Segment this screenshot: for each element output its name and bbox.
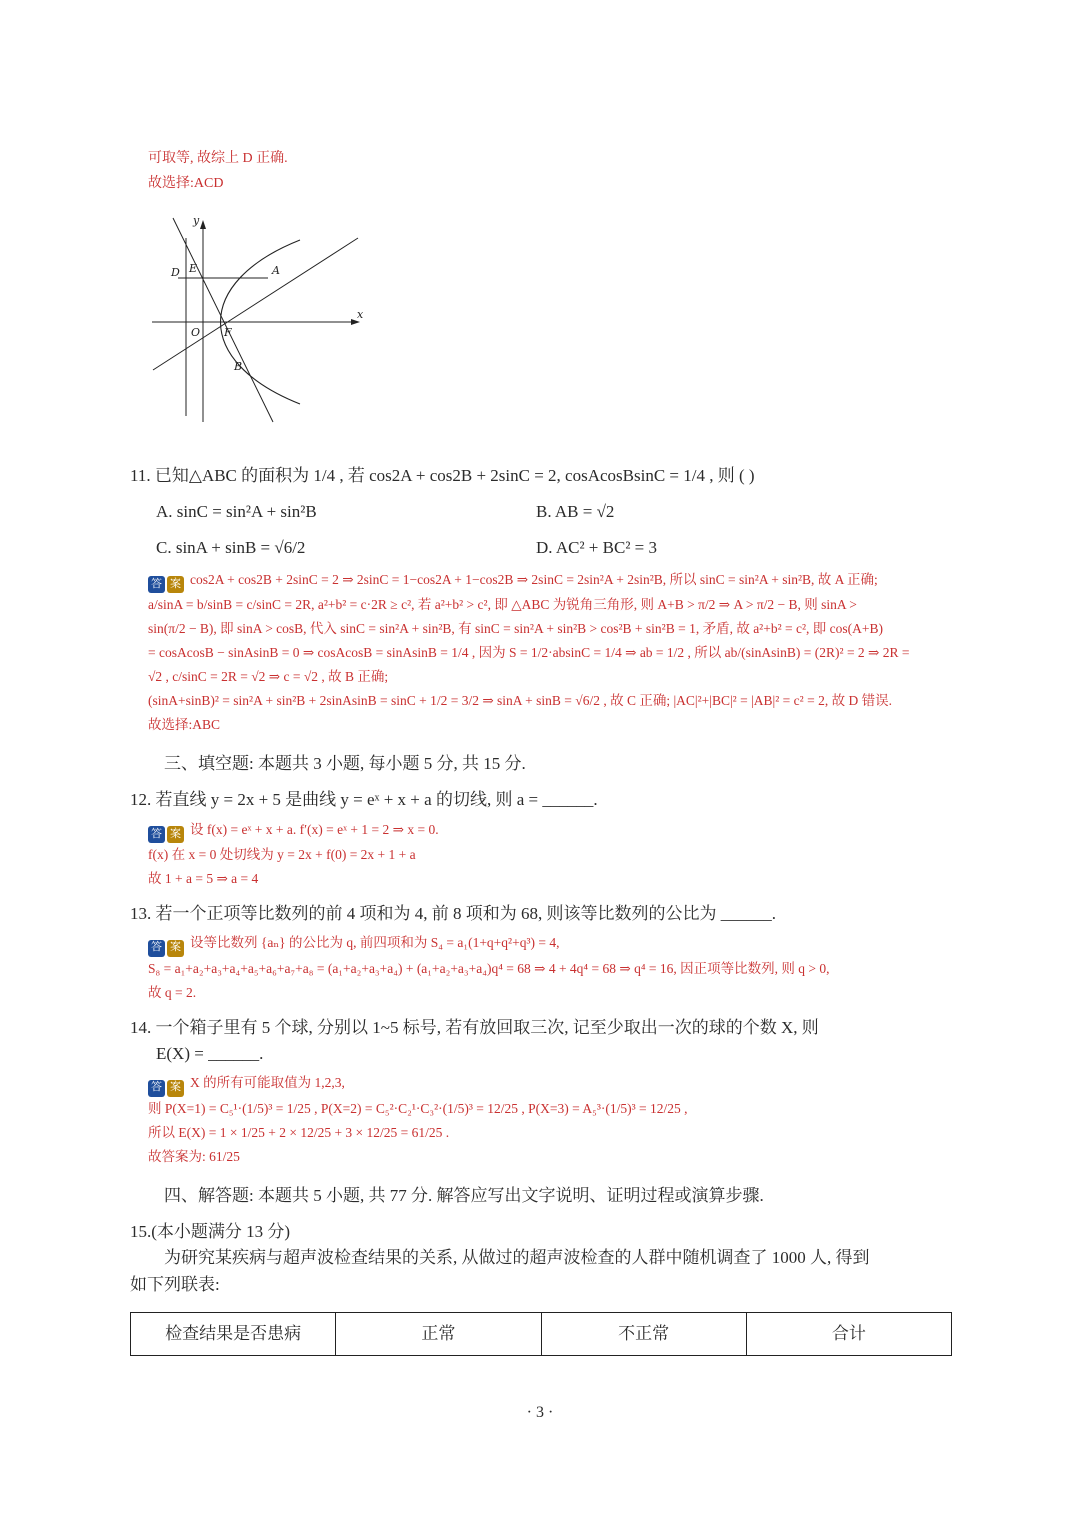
answer-line: 故答案为: 61/25 [148,1148,240,1164]
top-note-line-2: 故选择:ACD [148,176,224,192]
question-14-stem-line1: 14. 一个箱子里有 5 个球, 分别以 1~5 标号, 若有放回取三次, 记至少取出一次的球的个数 X, 则 [130,1017,819,1037]
figure-label-x: x [357,308,364,322]
parabola-figure [148,210,952,436]
section-4-heading: 四、解答题: 本题共 5 小题, 共 77 分. 解答应写出文字说明、证明过程或演算步骤. [164,1185,764,1205]
answer-badge-char2: 案 [167,826,184,843]
question-15-body-line1: 为研究某疾病与超声波检查结果的关系, 从做过的超声波检查的人群中随机调查了 1000 人, 得到 [164,1248,870,1268]
question-13-stem: 13. 若一个正项等比数列的前 4 项和为 4, 前 8 项和为 68, 则该等比数列的公比为 ______. [130,904,776,924]
answer-line: 故选择:ABC [148,717,221,733]
answer-line: S₈ = a₁+a₂+a₃+a₄+a₅+a₆+a₇+a₈ = (a₁+a₂+a₃+a₄) + (a₁+a₂+a₃+a₄)q⁴ = 68 ⇒ 4 + 4q⁴ = 68 ⇒ q⁴ = 16, 因正项等比数列, 则 q > 0, [148,960,830,976]
page-number: · 3 · [526,1404,554,1421]
question-13-answer [148,931,952,1004]
answer-badge-char2: 案 [167,1080,184,1097]
answer-line: √2 , c/sinC = 2R = √2 ⇒ c = √2 , 故 B 正确; [148,669,389,685]
figure-label-y: y [193,214,200,228]
answer-badge [148,826,184,843]
answer-line: a/sinA = b/sinB = c/sinC = 2R, a²+b² = c·2R ≥ c², 若 a²+b² > c², 即 △ABC 为锐角三角形, 则 A+B > π/2 ⇒ A > π/2 − B, 则 sinA > [148,597,857,613]
question-11 [130,463,952,737]
contingency-table [130,1312,952,1356]
question-14-answer [148,1071,952,1168]
answer-line: f(x) 在 x = 0 处切线为 y = 2x + f(0) = 2x + 1 + a [148,847,416,863]
answer-line: 设 f(x) = eˣ + x + a. f′(x) = eˣ + 1 = 2 ⇒ x = 0. [190,821,439,837]
answer-line: 设等比数列 {aₙ} 的公比为 q, 前四项和为 S₄ = a₁(1+q+q²+q³) = 4, [190,935,560,951]
figure-label-O: O [191,326,201,340]
answer-badge-char1: 答 [148,576,165,593]
parabola-figure-svg [148,210,368,428]
answer-line: 故 q = 2. [148,984,197,1000]
option-d: D. AC² + BC² = 3 [536,538,658,558]
question-14-stem-line2: E(X) = ______. [156,1044,264,1064]
table-header-row [131,1313,952,1356]
answer-line: 所以 E(X) = 1 × 1/25 + 2 × 12/25 + 3 × 12/25 = 61/25 . [148,1124,450,1140]
answer-line: = cosAcosB − sinAsinB = 0 ⇒ cosAcosB = sinAsinB = 1/4 , 因为 S = 1/2·absinC = 1/4 ⇒ ab = 1/2 , 所以 ab/(sinAsinB) = (2R)² = 2 ⇒ 2R = [148,645,910,661]
answer-line: X 的所有可能取值为 1,2,3, [190,1075,345,1091]
answer-line: sin(π/2 − B), 即 sinA > cosB, 代入 sinC = sin²A + sin²B, 有 sinC = sin²A + sin²B > cos²B + sin²B = 1, 矛盾, 故 a²+b² = c², 即 cos(A+B) [148,621,884,637]
question-12 [130,787,952,891]
question-12-stem: 12. 若直线 y = 2x + 5 是曲线 y = eˣ + x + a 的切线, 则 a = ______. [130,790,598,810]
answer-badge [148,1080,184,1097]
question-11-stem: 11. 已知△ABC 的面积为 1/4 , 若 cos2A + cos2B + 2sinC = 2, cosAcosBsinC = 1/4 , 则 ( ) [130,465,755,485]
question-15-body-line2: 如下列联表: [130,1274,220,1294]
table-header-cell: 不正常 [541,1313,746,1356]
answer-badge [148,576,184,593]
answer-line: 则 P(X=1) = C₅¹·(1/5)³ = 1/25 , P(X=2) = C₅²·C₂¹·C₃²·(1/5)³ = 12/25 , P(X=3) = A₅³·(1/5)³ = 12/25 , [148,1100,688,1116]
question-14 [130,1015,952,1169]
question-12-answer [148,818,952,891]
answer-line: 故 1 + a = 5 ⇒ a = 4 [148,871,259,887]
table-header-cell: 正常 [336,1313,541,1356]
section-3-heading: 三、填空题: 本题共 3 小题, 每小题 5 分, 共 15 分. [164,754,526,774]
answer-badge-char1: 答 [148,1080,165,1097]
option-c: C. sinA + sinB = √6/2 [156,538,306,558]
figure-label-A: A [272,264,280,278]
answer-line: cos2A + cos2B + 2sinC = 2 ⇒ 2sinC = 1−cos2A + 1−cos2B ⇒ 2sinC = 2sin²A + 2sin²B, 所以 sinC = sin²A + sin²B, 故 A 正确; [190,571,878,587]
question-11-answer [148,568,952,737]
figure-label-B: B [234,360,243,374]
figure-label-D: D [171,266,180,280]
answer-badge-char2: 案 [167,576,184,593]
option-b: B. AB = √2 [536,502,615,522]
question-15-stem: 15.(本小题满分 13 分) [130,1222,291,1242]
answer-badge-char1: 答 [148,940,165,957]
top-note-line-1: 可取等, 故综上 D 正确. [148,151,288,166]
figure-label-F: F [224,326,232,340]
question-11-options [156,499,952,562]
figure-label-E: E [189,262,198,276]
answer-badge-char1: 答 [148,826,165,843]
table-header-cell: 检查结果是否患病 [131,1313,336,1356]
answer-badge [148,940,184,957]
answer-line: (sinA+sinB)² = sin²A + sin²B + 2sinAsinB = sinC + 1/2 = 3/2 ⇒ sinA + sinB = √6/2 , 故 C 正确; |AC|²+|BC|² = |AB|² = c² = 2, 故 D 错误. [148,693,892,709]
table-header-cell: 合计 [746,1313,951,1356]
option-a: A. sinC = sin²A + sin²B [156,502,317,522]
answer-badge-char2: 案 [167,940,184,957]
question-13 [130,901,952,1005]
question-15 [130,1219,952,1356]
